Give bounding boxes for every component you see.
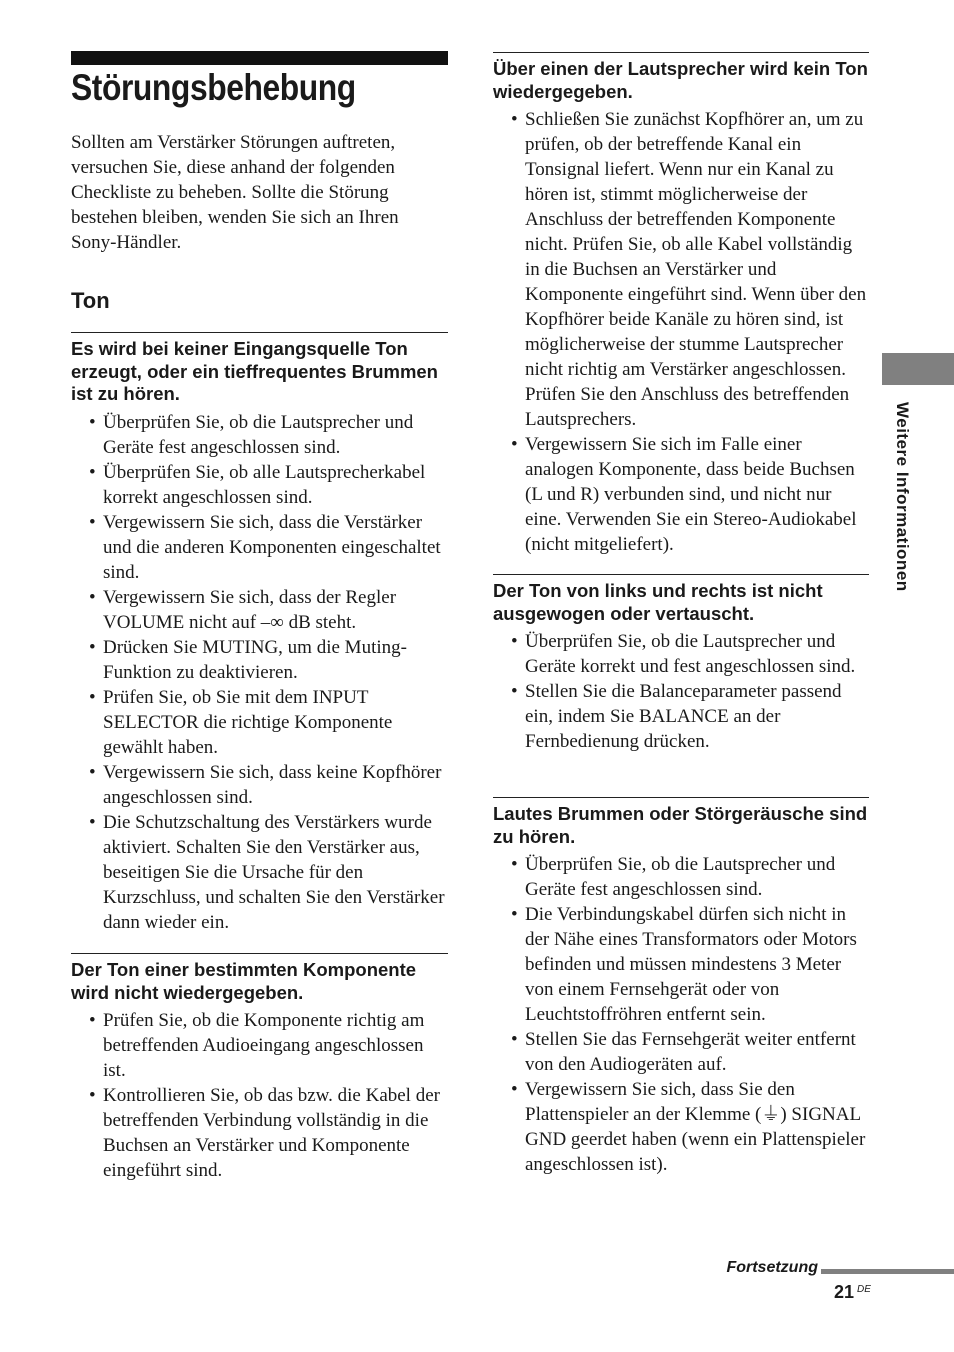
trouble-block-no-sound	[71, 332, 448, 935]
list-item: • Überprüfen Sie, ob die Lautsprecher und Geräte korrekt und fest angeschlossen sind.	[493, 629, 869, 679]
trouble-list	[71, 410, 448, 935]
list-item: • Überprüfen Sie, ob alle Lautsprecherkabel korrekt angeschlossen sind.	[71, 460, 448, 510]
trouble-list	[493, 852, 869, 1177]
trouble-heading: Der Ton einer bestimmten Komponente wird nicht wiedergegeben.	[71, 959, 417, 1003]
continued-label: Fortsetzung	[726, 1259, 818, 1276]
trouble-heading: Es wird bei keiner Eingangsquelle Ton erzeugt, oder ein tieffrequentes Brummen ist zu hören.	[71, 338, 438, 404]
trouble-list	[71, 1008, 448, 1183]
page-title: Störungsbehebung	[71, 67, 356, 108]
list-item: • Die Verbindungskabel dürfen sich nicht in der Nähe eines Transformators oder Motors befinden und müssen mindestens 3 Meter von einem Fernsehgerät oder von Leuchtstoffröhren entfernt sein.	[493, 902, 869, 1027]
list-item: • Vergewissern Sie sich, dass die Verstärker und die anderen Komponenten eingeschaltet sind.	[71, 510, 448, 585]
list-item: • Prüfen Sie, ob Sie mit dem INPUT SELECTOR die richtige Komponente gewählt haben.	[71, 685, 448, 760]
list-item: • Überprüfen Sie, ob die Lautsprecher und Geräte fest angeschlossen sind.	[71, 410, 448, 460]
trouble-block-component	[71, 953, 448, 1183]
list-item: • Vergewissern Sie sich, dass der Regler VOLUME nicht auf –∞ dB steht.	[71, 585, 448, 635]
list-item: • Schließen Sie zunächst Kopfhörer an, um zu prüfen, ob der betreffende Kanal ein Tonsignal liefert. Wenn nur ein Kanal zu hören ist, stimmt möglicherweise der Anschluss der betreffenden Komponente nicht. Prüfen Sie, ob alle Kabel vollständig in die Buchsen an Verstärker und Komponente eingeführt sind. Wenn über den Kopfhörer beide Kanäle zu hören sind, ist möglicherweise der stumme Lautsprecher nicht richtig am Verstärker angeschlossen. Prüfen Sie den Anschluss des betreffenden Lautsprechers.	[493, 107, 869, 432]
title-rule	[71, 51, 448, 65]
trouble-heading: Über einen der Lautsprecher wird kein Ton wiedergegeben.	[493, 58, 868, 102]
list-item: • Drücken Sie MUTING, um die Muting-Funktion zu deaktivieren.	[71, 635, 448, 685]
side-tab-marker	[882, 353, 954, 385]
list-item: • Stellen Sie das Fernsehgerät weiter entfernt von den Audiogeräten auf.	[493, 1027, 869, 1077]
trouble-block-one-speaker	[493, 52, 869, 557]
list-item: • Vergewissern Sie sich, dass keine Kopfhörer angeschlossen sind.	[71, 760, 448, 810]
continued-bar	[821, 1269, 954, 1274]
list-item: • Kontrollieren Sie, ob das bzw. die Kabel der betreffenden Verbindung vollständig in die Buchsen an Verstärker und Komponente eingeführt sind.	[71, 1083, 448, 1183]
list-item: • Stellen Sie die Balanceparameter passend ein, indem Sie BALANCE an der Fernbedienung drücken.	[493, 679, 869, 754]
list-item: • Die Schutzschaltung des Verstärkers wurde aktiviert. Schalten Sie den Verstärker aus, beseitigen Sie die Ursache für den Kurzschluss, und schalten Sie den Verstärker dann wieder ein.	[71, 810, 448, 935]
trouble-block-balance	[493, 574, 869, 754]
section-title-ton: Ton	[71, 288, 110, 313]
trouble-block-hum	[493, 797, 869, 1177]
list-item: • Vergewissern Sie sich, dass Sie den Plattenspieler an der Klemme (⏚) SIGNAL GND geerdet haben (wenn ein Plattenspieler angeschlossen ist).	[493, 1077, 869, 1177]
trouble-heading: Der Ton von links und rechts ist nicht ausgewogen oder vertauscht.	[493, 580, 823, 624]
list-item: • Überprüfen Sie, ob die Lautsprecher und Geräte fest angeschlossen sind.	[493, 852, 869, 902]
page-language-suffix: DE	[857, 1284, 871, 1295]
page-number: 21	[833, 1282, 854, 1302]
intro-paragraph: Sollten am Verstärker Störungen auftreten, versuchen Sie, diese anhand der folgenden Checkliste zu beheben. Sollte die Störung bestehen bleiben, wenden Sie sich an Ihren Sony-Händler.	[71, 132, 399, 253]
trouble-list	[493, 107, 869, 557]
list-item: • Vergewissern Sie sich im Falle einer analogen Komponente, dass beide Buchsen (L und R) verbunden sind, und nicht nur eine. Verwenden Sie ein Stereo-Audiokabel (nicht mitgeliefert).	[493, 432, 869, 557]
side-tab-label: Weitere Informationen	[893, 402, 912, 592]
list-item: • Prüfen Sie, ob die Komponente richtig am betreffenden Audioeingang angeschlossen ist.	[71, 1008, 448, 1083]
trouble-heading: Lautes Brummen oder Störgeräusche sind zu hören.	[493, 803, 868, 847]
trouble-list	[493, 629, 869, 754]
